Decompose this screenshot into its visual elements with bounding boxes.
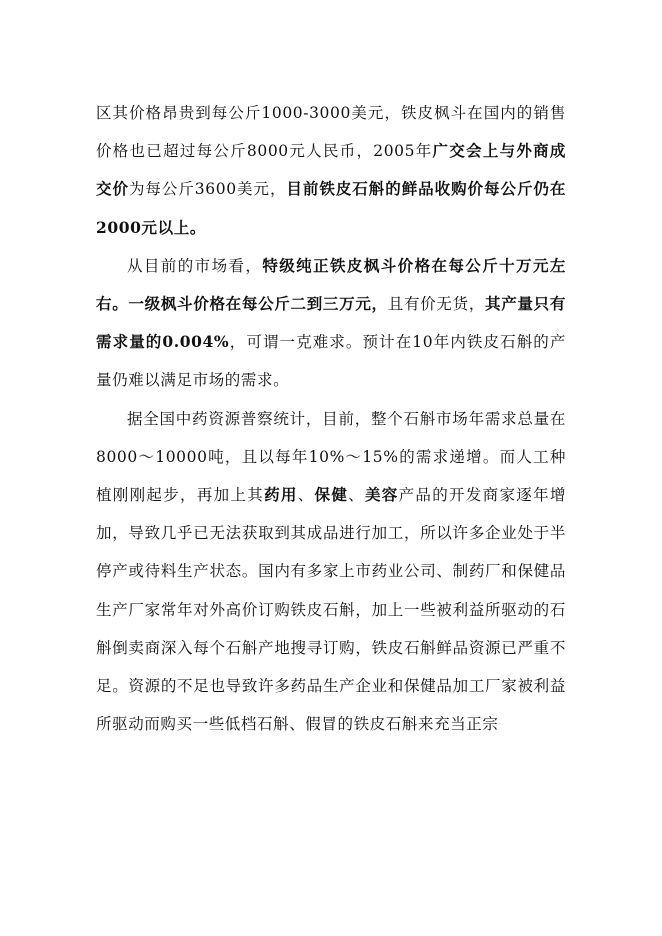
text-run: 、 — [348, 486, 365, 505]
text-run: 从目前的市场看， — [127, 256, 263, 275]
bold-text-run: 特级纯正铁皮枫斗价格在每公斤十万元左右。一级枫斗价格在每公斤二到三万元， — [96, 255, 566, 314]
document-body — [96, 94, 566, 743]
paragraph-resource-survey — [96, 400, 566, 744]
bold-text-run: 其产量只有需求量的0.004% — [96, 294, 566, 352]
text-run: 产品的开发商家逐年增加，导致几乎已无法获取到其成品进行加工，所以许多企业处于半停产或待料生产状态。国内有多家上市药业公司、制药厂和保健品生产厂家常年对外高价订购铁皮石斛，加上一些被利益所驱动的石斛倒卖商深入每个石斛产地搜寻订购，铁皮石斛鲜品资源已严重不足。资源的不足也导致许多药品生产企业和保健品加工厂家被利益所驱动而购买一些低档石斛、假冒的铁皮石斛来充当正宗 — [96, 486, 566, 734]
paragraph-market-view — [96, 247, 566, 400]
text-run: ，可谓一克难求。预计在10年内铁皮石斛的产量仍难以满足市场的需求。 — [96, 333, 566, 390]
bold-text-run: 目前铁皮石斛的鲜品收购价每公斤仍在2000元以上。 — [96, 179, 566, 237]
text-run: 区其价格昂贵到每公斤1000-3000美元，铁皮枫斗在国内的销售价格也已超过每公斤8000元人民币，2005年 — [96, 104, 566, 161]
bold-text-run: 广交会上与外商成交价 — [96, 141, 566, 199]
text-run: 且有价无货， — [387, 295, 486, 314]
bold-text-run: 美容 — [364, 485, 399, 505]
paragraph-price-overview — [96, 94, 566, 247]
bold-text-run: 保健 — [314, 485, 349, 505]
text-run: 为每公斤3600美元， — [128, 180, 287, 199]
text-run: 据全国中药资源普察统计，目前，整个石斛市场年需求总量在8000～10000吨，且以每年10%～15%的需求递增。而人工种植刚刚起步，再加上其 — [96, 409, 566, 505]
bold-text-run: 药用 — [264, 485, 298, 505]
text-run: 、 — [297, 486, 315, 505]
